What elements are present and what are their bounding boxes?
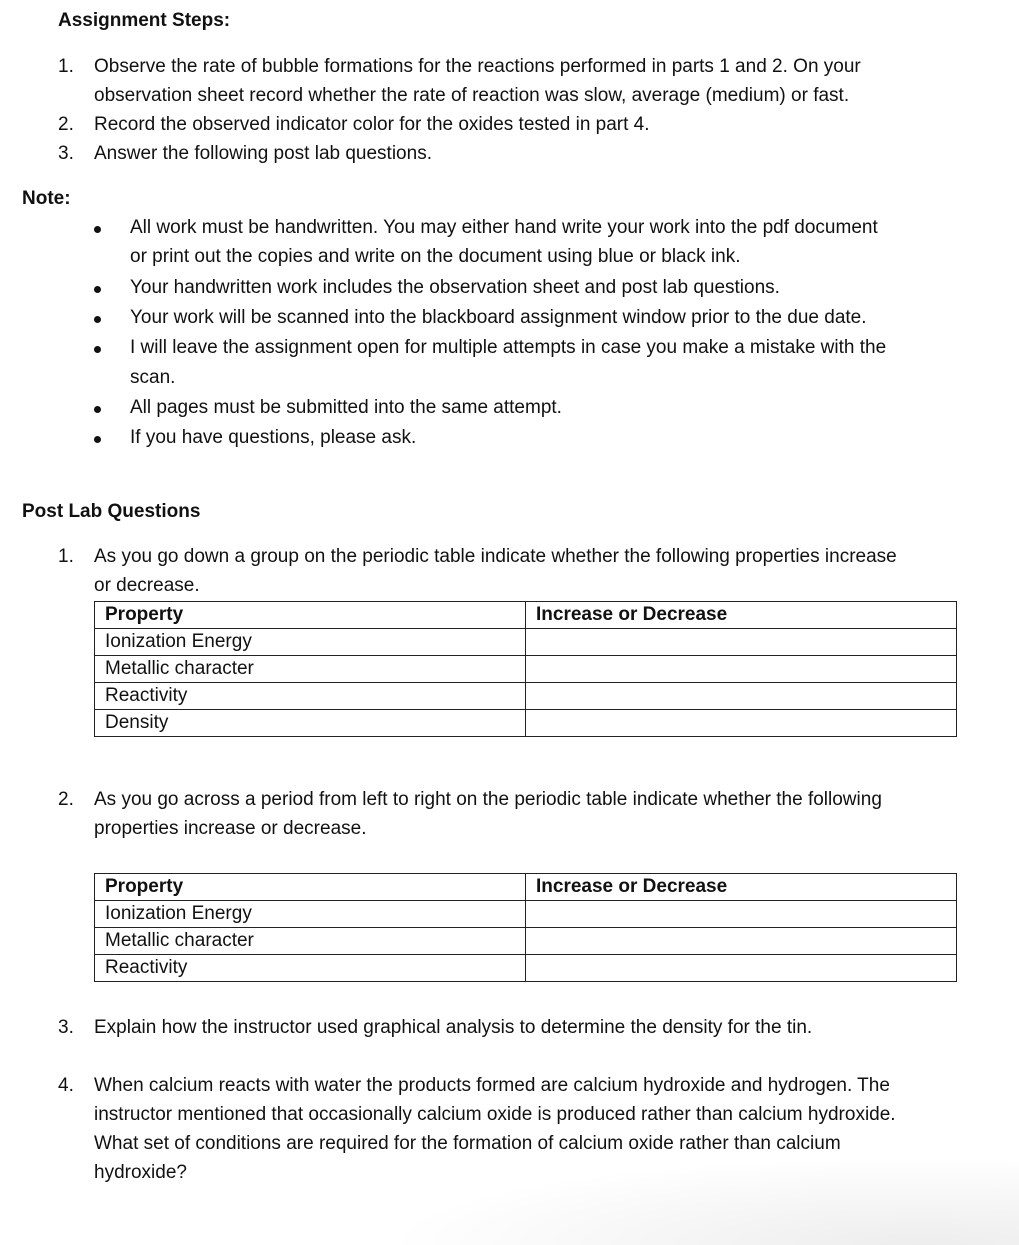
property-cell: Reactivity: [95, 683, 526, 710]
bullet-text-line: scan.: [130, 367, 176, 388]
table-row: [95, 901, 957, 928]
bullet-text-line: I will leave the assignment open for multiple attempts in case you make a mistake with the: [130, 337, 887, 358]
bullet-icon: [94, 226, 101, 233]
question-number: 3.: [58, 1017, 74, 1038]
property-cell: Reactivity: [95, 955, 526, 982]
question-text-line: What set of conditions are required for the formation of calcium oxide rather than calcium: [94, 1133, 841, 1154]
question-number: 1.: [58, 546, 74, 567]
answer-cell[interactable]: [526, 683, 957, 710]
step-text-line: Observe the rate of bubble formations for the reactions performed in parts 1 and 2. On your: [94, 56, 861, 77]
property-cell: Ionization Energy: [95, 901, 526, 928]
step-text-line: Answer the following post lab questions.: [94, 143, 432, 164]
bullet-text-line: or print out the copies and write on the document using blue or black ink.: [130, 246, 741, 267]
bullet-icon: [94, 316, 101, 323]
step-number: 3.: [58, 143, 74, 164]
question-text-line: As you go across a period from left to right on the periodic table indicate whether the following: [94, 789, 882, 810]
property-cell: Ionization Energy: [95, 629, 526, 656]
table-row: [95, 710, 957, 737]
bullet-icon: [94, 406, 101, 413]
table-row: [95, 656, 957, 683]
bullet-text-line: Your handwritten work includes the observation sheet and post lab questions.: [130, 277, 780, 298]
question-text-line: instructor mentioned that occasionally calcium oxide is produced rather than calcium hydroxide.: [94, 1104, 896, 1125]
question-text-line: properties increase or decrease.: [94, 818, 367, 839]
question-text-line: As you go down a group on the periodic table indicate whether the following properties increase: [94, 546, 897, 567]
bullet-icon: [94, 346, 101, 353]
question-text-line: or decrease.: [94, 575, 200, 596]
answer-cell[interactable]: [526, 629, 957, 656]
question-number: 2.: [58, 789, 74, 810]
step-text-line: observation sheet record whether the rate of reaction was slow, average (medium) or fast.: [94, 85, 850, 106]
question-text-line: hydroxide?: [94, 1162, 187, 1183]
table-row: [95, 955, 957, 982]
answer-cell[interactable]: [526, 901, 957, 928]
table-row: [95, 683, 957, 710]
bullet-text-line: If you have questions, please ask.: [130, 427, 417, 448]
q1-properties-table: [94, 601, 957, 737]
assignment-steps-heading: Assignment Steps:: [58, 10, 231, 31]
answer-cell[interactable]: [526, 710, 957, 737]
property-cell: Metallic character: [95, 928, 526, 955]
property-cell: Density: [95, 710, 526, 737]
step-text-line: Record the observed indicator color for the oxides tested in part 4.: [94, 114, 650, 135]
q2-properties-table: [94, 873, 957, 982]
table-row: [95, 629, 957, 656]
bullet-icon: [94, 436, 101, 443]
answer-cell[interactable]: [526, 656, 957, 683]
answer-cell[interactable]: [526, 928, 957, 955]
header-increase-decrease: Increase or Decrease: [526, 874, 957, 901]
bullet-icon: [94, 286, 101, 293]
answer-cell[interactable]: [526, 955, 957, 982]
note-heading: Note:: [22, 188, 71, 209]
table-header-row: [95, 874, 957, 901]
post-lab-heading: Post Lab Questions: [22, 501, 201, 522]
header-property: Property: [95, 602, 526, 629]
bullet-text-line: Your work will be scanned into the blackboard assignment window prior to the due date.: [130, 307, 867, 328]
table-header-row: [95, 602, 957, 629]
bullet-text-line: All work must be handwritten. You may either hand write your work into the pdf document: [130, 217, 878, 238]
step-number: 2.: [58, 114, 74, 135]
question-text-line: Explain how the instructor used graphical analysis to determine the density for the tin.: [94, 1017, 813, 1038]
step-number: 1.: [58, 56, 74, 77]
question-text-line: When calcium reacts with water the products formed are calcium hydroxide and hydrogen. The: [94, 1075, 890, 1096]
bullet-text-line: All pages must be submitted into the same attempt.: [130, 397, 562, 418]
property-cell: Metallic character: [95, 656, 526, 683]
header-property: Property: [95, 874, 526, 901]
question-number: 4.: [58, 1075, 74, 1096]
table-row: [95, 928, 957, 955]
header-increase-decrease: Increase or Decrease: [526, 602, 957, 629]
page-edge-shadow: [380, 1155, 1019, 1245]
